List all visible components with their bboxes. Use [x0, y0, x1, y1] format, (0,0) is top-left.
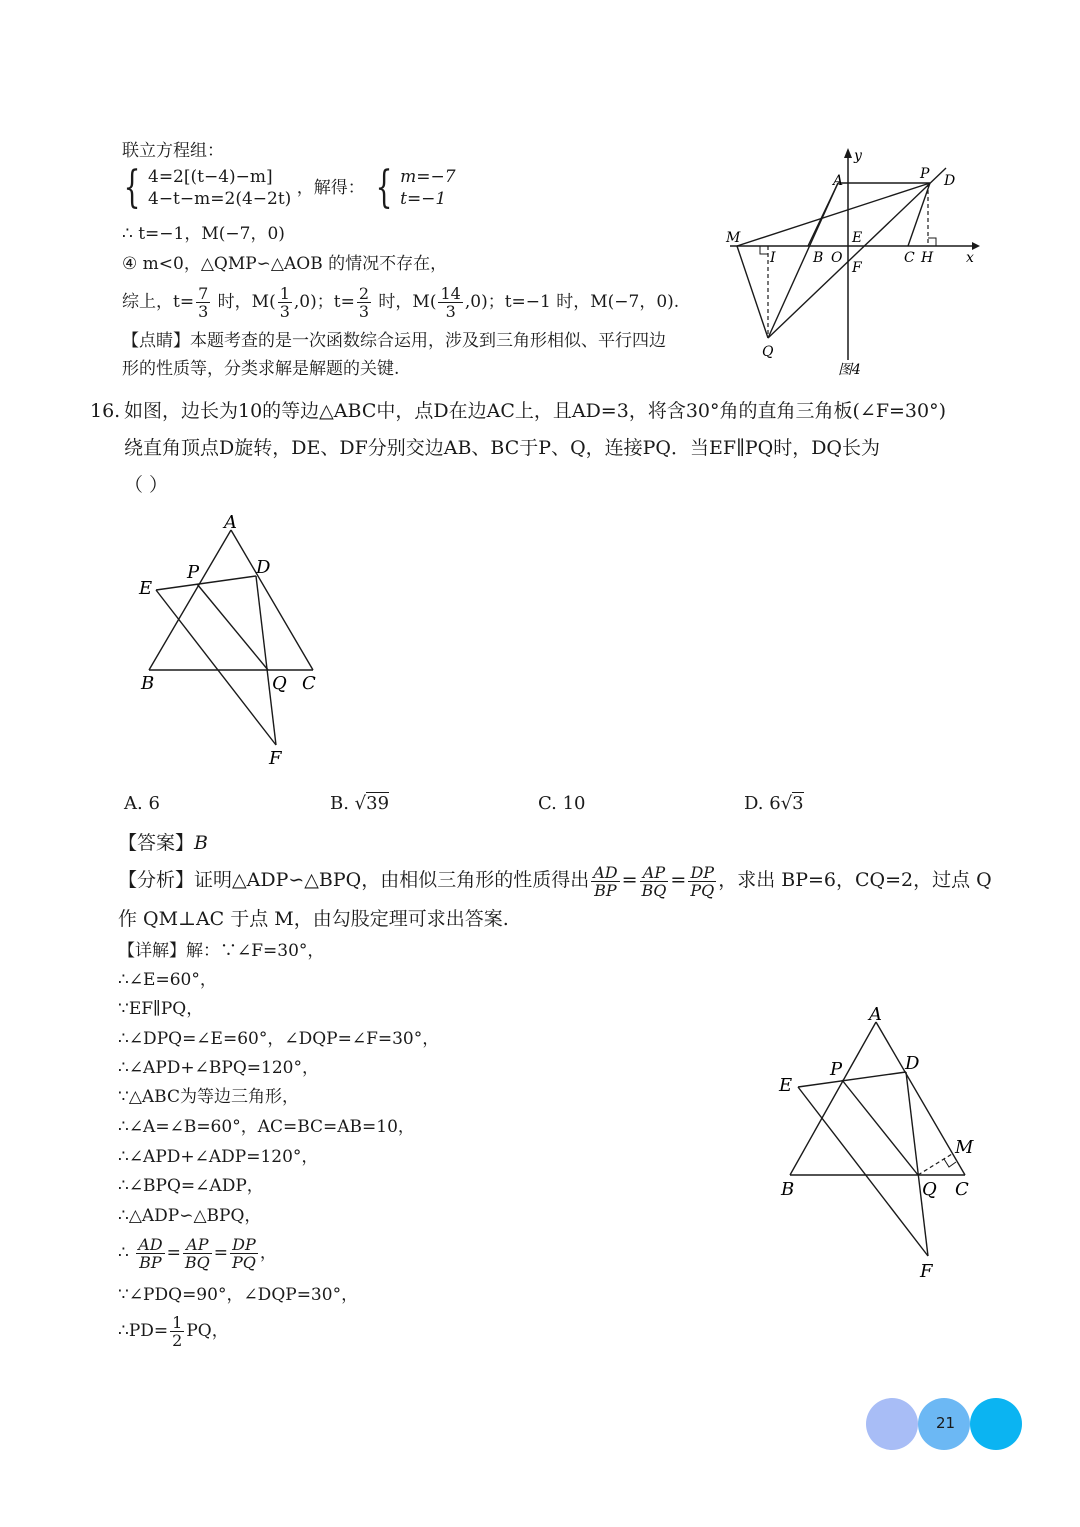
- label-Q: Q: [272, 673, 287, 694]
- numerator: AD: [138, 1235, 163, 1254]
- right-angle-I: [760, 246, 768, 254]
- label-x: x: [966, 250, 974, 266]
- label-D: D: [944, 173, 956, 189]
- denominator: 3: [445, 302, 456, 321]
- analysis-text-b: ，求出 BP=6，CQ=2，过点 Q: [718, 869, 992, 891]
- equals-sign: =: [213, 1243, 228, 1263]
- q16-answer-blank: （ ）: [124, 474, 169, 496]
- fraction-AD-BP: [591, 864, 619, 899]
- numerator: 1: [172, 1313, 183, 1332]
- side-AB: [149, 530, 231, 670]
- detail-line-2: ∴∠E=60°，: [118, 970, 217, 990]
- side-AC: [231, 530, 313, 670]
- q16-number: 16.: [90, 400, 121, 422]
- label-M: M: [726, 230, 741, 246]
- side-AB: [790, 1022, 876, 1175]
- system-2-line-2: t=−1: [400, 189, 447, 209]
- label-A: A: [869, 1004, 882, 1025]
- figure-detail: [770, 995, 990, 1285]
- denominator: BQ: [184, 1253, 210, 1272]
- x-axis-arrow: [972, 242, 980, 250]
- denominator: PQ: [232, 1253, 256, 1272]
- label-C: C: [904, 250, 915, 266]
- sqrt-symbol: √: [354, 793, 367, 814]
- label-B: B: [813, 250, 824, 266]
- option-a[interactable]: A. 6: [124, 793, 160, 814]
- numerator: AP: [183, 1236, 212, 1254]
- equals-sign: =: [670, 869, 687, 891]
- segment-MQ: [737, 246, 768, 338]
- fraction-7-3: [196, 285, 210, 320]
- left-brace: {: [123, 162, 141, 213]
- therefore-line: ∴ t=−1，M(−7，0): [122, 224, 285, 244]
- summary-text-d: 时，M(: [373, 292, 437, 312]
- detail-line-10: ∴△ADP∽△BPQ，: [118, 1206, 262, 1226]
- radicand: 3: [792, 793, 804, 814]
- right-angle-M: [944, 1159, 956, 1167]
- numerator: 1: [279, 284, 290, 303]
- detail-line-9: ∴∠BPQ=∠ADP，: [118, 1176, 264, 1196]
- detail-line-6: ∵△ABC为等边三角形，: [118, 1087, 299, 1107]
- comment-line-1: 【点睛】本题考查的是一次函数综合运用，涉及到三角形相似、平行四边: [122, 331, 666, 351]
- detail-line-8: ∴∠APD+∠ADP=120°，: [118, 1147, 319, 1167]
- label-C: C: [302, 673, 316, 694]
- fraction-AD-BP: [136, 1236, 164, 1271]
- equals-sign: =: [166, 1243, 181, 1263]
- fraction-DP-PQ: [688, 864, 716, 899]
- analysis-line-2: 作 QM⊥AC 于点 M，由勾股定理可求出答案.: [118, 908, 509, 930]
- equals-sign: =: [621, 869, 638, 891]
- y-axis-arrow: [844, 148, 852, 158]
- detail-l13-pre: ∴PD=: [118, 1321, 169, 1341]
- denominator: BP: [139, 1253, 162, 1272]
- q16-line-1: 如图，边长为10的等边△ABC中，点D在边AC上，且AD=3，将含30°角的直角三角板(∠F=30°): [124, 400, 947, 422]
- label-I: I: [770, 250, 776, 266]
- fraction-2-3: [357, 285, 371, 320]
- label-P: P: [830, 1059, 843, 1080]
- detail-l11-pre: ∴: [118, 1243, 135, 1263]
- answer-line: [118, 830, 208, 856]
- system-1: [118, 162, 292, 213]
- line-QD: [768, 168, 946, 338]
- detail-line-5: ∴∠APD+∠BPQ=120°，: [118, 1058, 319, 1078]
- denominator: 2: [172, 1331, 183, 1350]
- analysis-text-a: 【分析】证明△ADP∽△BPQ，由相似三角形的性质得出: [118, 869, 590, 891]
- equation-systems: [118, 162, 456, 216]
- label-B: B: [781, 1179, 795, 1200]
- label-F: F: [852, 260, 862, 276]
- label-D: D: [256, 557, 271, 578]
- numerator: DP: [688, 864, 716, 882]
- numerator: DP: [230, 1236, 258, 1254]
- system-2-lines: [400, 166, 455, 210]
- label-B: B: [141, 673, 155, 694]
- figure-caption: 图4: [838, 362, 861, 378]
- fraction-AP-BQ: [183, 1236, 212, 1271]
- label-M: M: [955, 1137, 974, 1158]
- summary-line: [122, 282, 679, 322]
- label-F: F: [920, 1261, 933, 1282]
- denominator: BQ: [641, 880, 667, 900]
- summary-text-c: ,0)；t=: [293, 292, 355, 312]
- page-number: 21: [936, 1414, 956, 1432]
- fraction-AP-BQ: [640, 864, 669, 899]
- fraction-14-3: [438, 285, 462, 320]
- footer-circle-3: [970, 1398, 1022, 1450]
- label-E: E: [852, 230, 863, 246]
- label-C: C: [955, 1179, 969, 1200]
- label-H: H: [921, 250, 934, 266]
- segment-CP: [908, 183, 930, 246]
- numerator: 2: [358, 284, 370, 303]
- label-A: A: [224, 512, 237, 533]
- sqrt-symbol: √: [780, 793, 793, 814]
- detail-line-4: ∴∠DPQ=∠E=60°，∠DQP=∠F=30°，: [118, 1029, 440, 1049]
- figure-q16: [130, 505, 330, 775]
- radicand: 39: [366, 793, 390, 814]
- system-2-line-1: m=−7: [400, 167, 456, 187]
- denominator: 3: [198, 302, 209, 321]
- denominator: PQ: [690, 880, 715, 900]
- label-E: E: [779, 1075, 793, 1096]
- label-O: O: [831, 250, 843, 266]
- numerator: AD: [593, 862, 618, 882]
- label-y: y: [854, 148, 862, 164]
- segment-ED: [156, 576, 256, 590]
- system-2: [370, 162, 456, 213]
- footer-circle-1: [866, 1398, 918, 1450]
- denominator: BP: [594, 880, 617, 900]
- detail-l11-post: ，: [259, 1243, 277, 1263]
- figure-4: [720, 142, 980, 382]
- numerator: 14: [440, 284, 461, 303]
- system-1-line-1: 4=2[(t−4)−m]: [148, 167, 273, 187]
- detail-line-13: [118, 1310, 229, 1352]
- system-1-lines: [148, 166, 291, 210]
- analysis-line-1: [118, 860, 992, 900]
- label-Q: Q: [922, 1179, 937, 1200]
- comment-line-2: 形的性质等，分类求解是解题的关键.: [122, 359, 400, 379]
- label-F: F: [269, 748, 282, 769]
- numerator: AP: [640, 864, 669, 882]
- detail-line-12: ∵∠PDQ=90°，∠DQP=30°，: [118, 1285, 359, 1305]
- option-b-prefix: B.: [330, 793, 355, 814]
- label-E: E: [139, 578, 153, 599]
- denominator: 3: [279, 302, 290, 321]
- denominator: 3: [358, 302, 370, 321]
- label-P: P: [187, 562, 200, 583]
- fraction-1-3: [278, 285, 292, 320]
- numerator: 7: [198, 284, 209, 303]
- joint-label: 联立方程组：: [122, 141, 224, 161]
- label-Q: Q: [762, 344, 774, 360]
- summary-text-a: 综上，t=: [122, 292, 195, 312]
- right-angle-H: [928, 238, 936, 246]
- summary-text-e: ,0)；t=−1 时，M(−7，0).: [464, 292, 680, 312]
- option-c[interactable]: C. 10: [538, 793, 586, 814]
- detail-line-7: ∴∠A=∠B=60°，AC=BC=AB=10，: [118, 1117, 415, 1137]
- option-d-prefix: D. 6: [744, 793, 781, 814]
- label-P: P: [920, 166, 930, 182]
- side-AC: [876, 1022, 965, 1175]
- answer-value: B: [194, 832, 208, 854]
- segment-EF: [798, 1087, 928, 1256]
- segment-EF: [156, 590, 276, 745]
- case-4-line: ④ m<0，△QMP∽△AOB 的情况不存在，: [122, 254, 448, 274]
- fraction-DP-PQ: [230, 1236, 258, 1271]
- q16-line-2: 绕直角顶点D旋转，DE、DF分别交边AB、BC于P、Q，连接PQ．当EF∥PQ时，DQ长为: [124, 437, 881, 459]
- detail-line-11: [118, 1232, 277, 1274]
- left-brace: {: [375, 162, 393, 213]
- detail-l13-post: PQ，: [186, 1321, 229, 1341]
- solve-label: ，解得：: [296, 178, 365, 198]
- segment-PQ: [842, 1080, 918, 1175]
- system-1-line-2: 4−t−m=2(4−2t): [148, 189, 292, 209]
- label-A: A: [833, 173, 844, 189]
- option-d[interactable]: [744, 792, 804, 816]
- segment-ED: [798, 1072, 906, 1087]
- label-D: D: [905, 1053, 920, 1074]
- answer-label: 【答案】: [118, 832, 195, 854]
- detail-line-1: 【详解】解：∵∠F=30°，: [118, 941, 325, 961]
- option-b[interactable]: [330, 792, 389, 816]
- fraction-1-2: [170, 1314, 184, 1349]
- detail-line-3: ∵EF∥PQ，: [118, 999, 204, 1019]
- summary-text-b: 时，M(: [212, 292, 276, 312]
